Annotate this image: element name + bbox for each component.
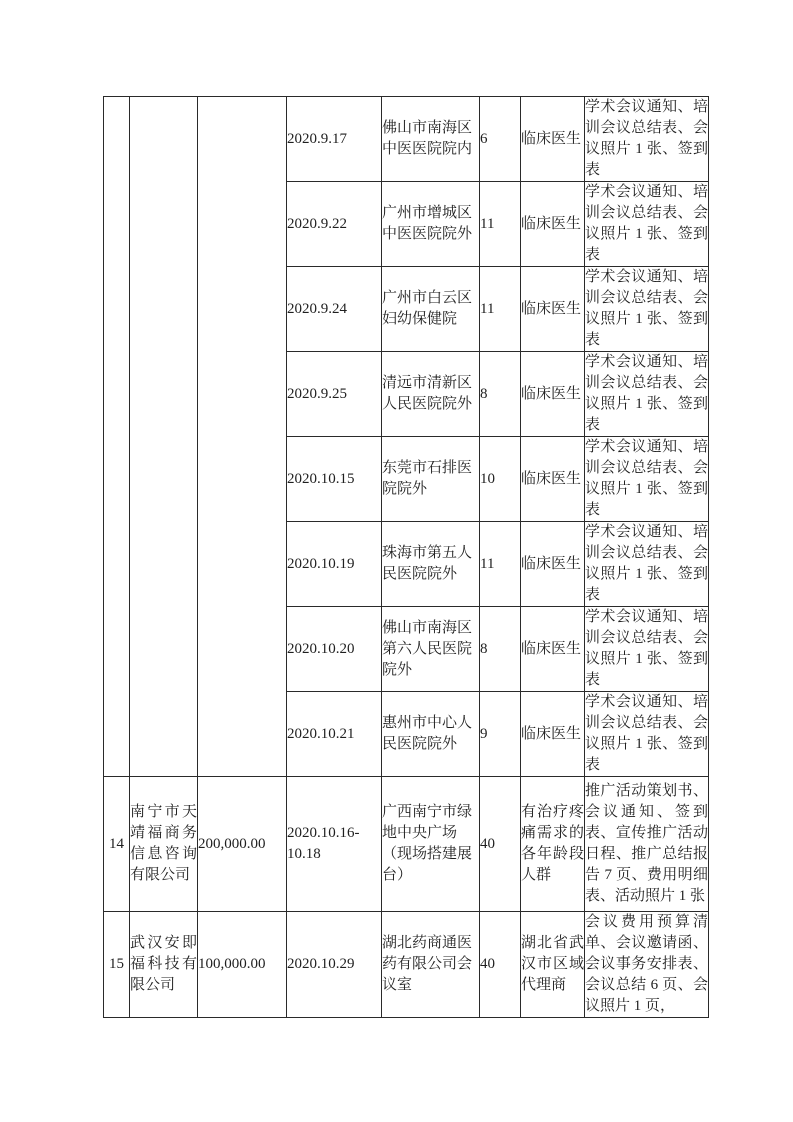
attendee-count-cell: 40	[480, 912, 521, 1018]
documents-cell: 学术会议通知、培训会议总结表、会议照片 1 张、签到表	[585, 437, 709, 522]
amount-cell: 200,000.00	[198, 777, 287, 912]
date-cell: 2020.10.16-10.18	[287, 777, 382, 912]
date-cell: 2020.9.22	[287, 182, 382, 267]
documents-cell: 学术会议通知、培训会议总结表、会议照片 1 张、签到表	[585, 97, 709, 182]
amount-cell: 100,000.00	[198, 912, 287, 1018]
date-cell: 2020.10.15	[287, 437, 382, 522]
attendee-count-cell: 8	[480, 352, 521, 437]
location-cell: 惠州市中心人民医院院外	[382, 692, 480, 777]
documents-cell: 学术会议通知、培训会议总结表、会议照片 1 张、签到表	[585, 607, 709, 692]
date-cell: 2020.10.19	[287, 522, 382, 607]
documents-cell: 学术会议通知、培训会议总结表、会议照片 1 张、签到表	[585, 692, 709, 777]
location-cell: 广西南宁市绿地中央广场（现场搭建展台）	[382, 777, 480, 912]
audience-cell: 临床医生	[521, 97, 585, 182]
attendee-count-cell: 10	[480, 437, 521, 522]
audience-cell: 临床医生	[521, 607, 585, 692]
attendee-count-cell: 11	[480, 267, 521, 352]
attendee-count-cell: 11	[480, 182, 521, 267]
documents-cell: 学术会议通知、培训会议总结表、会议照片 1 张、签到表	[585, 352, 709, 437]
audience-cell: 临床医生	[521, 267, 585, 352]
audience-cell: 临床医生	[521, 352, 585, 437]
location-cell: 广州市增城区中医医院院外	[382, 182, 480, 267]
attendee-count-cell: 6	[480, 97, 521, 182]
audience-cell: 有治疗疼痛需求的各年龄段人群	[521, 777, 585, 912]
audience-cell: 临床医生	[521, 437, 585, 522]
attendee-count-cell: 11	[480, 522, 521, 607]
location-cell: 东莞市石排医院院外	[382, 437, 480, 522]
date-cell: 2020.10.29	[287, 912, 382, 1018]
date-cell: 2020.9.24	[287, 267, 382, 352]
documents-cell: 学术会议通知、培训会议总结表、会议照片 1 张、签到表	[585, 182, 709, 267]
location-cell: 广州市白云区妇幼保健院	[382, 267, 480, 352]
location-cell: 珠海市第五人民医院院外	[382, 522, 480, 607]
audience-cell: 临床医生	[521, 692, 585, 777]
date-cell: 2020.9.17	[287, 97, 382, 182]
table-row	[104, 97, 709, 182]
attendee-count-cell: 40	[480, 777, 521, 912]
audience-cell: 临床医生	[521, 182, 585, 267]
company-cell-empty	[130, 97, 198, 777]
row-number-cell: 15	[104, 912, 130, 1018]
location-cell: 佛山市南海区第六人民医院院外	[382, 607, 480, 692]
company-cell: 南宁市天靖福商务信息咨询有限公司	[130, 777, 198, 912]
table-row	[104, 777, 709, 912]
row-number-cell: 14	[104, 777, 130, 912]
location-cell: 佛山市南海区中医医院院内	[382, 97, 480, 182]
attendee-count-cell: 9	[480, 692, 521, 777]
date-cell: 2020.10.20	[287, 607, 382, 692]
date-cell: 2020.10.21	[287, 692, 382, 777]
documents-cell: 会议费用预算清单、会议邀请函、会议事务安排表、会议总结 6 页、会议照片 1 页，	[585, 912, 709, 1018]
amount-cell-empty	[198, 97, 287, 777]
documents-cell: 推广活动策划书、会议通知、签到表、宣传推广活动日程、推广总结报告 7 页、费用明细表、活动照片 1 张	[585, 777, 709, 912]
location-cell: 清远市清新区人民医院院外	[382, 352, 480, 437]
documents-cell: 学术会议通知、培训会议总结表、会议照片 1 张、签到表	[585, 522, 709, 607]
audience-cell: 湖北省武汉市区域代理商	[521, 912, 585, 1018]
table-row	[104, 912, 709, 1018]
company-cell: 武汉安即福科技有限公司	[130, 912, 198, 1018]
documents-cell: 学术会议通知、培训会议总结表、会议照片 1 张、签到表	[585, 267, 709, 352]
meeting-activity-table	[103, 96, 709, 1018]
date-cell: 2020.9.25	[287, 352, 382, 437]
attendee-count-cell: 8	[480, 607, 521, 692]
location-cell: 湖北药商通医药有限公司会议室	[382, 912, 480, 1018]
audience-cell: 临床医生	[521, 522, 585, 607]
row-number-cell-empty	[104, 97, 130, 777]
